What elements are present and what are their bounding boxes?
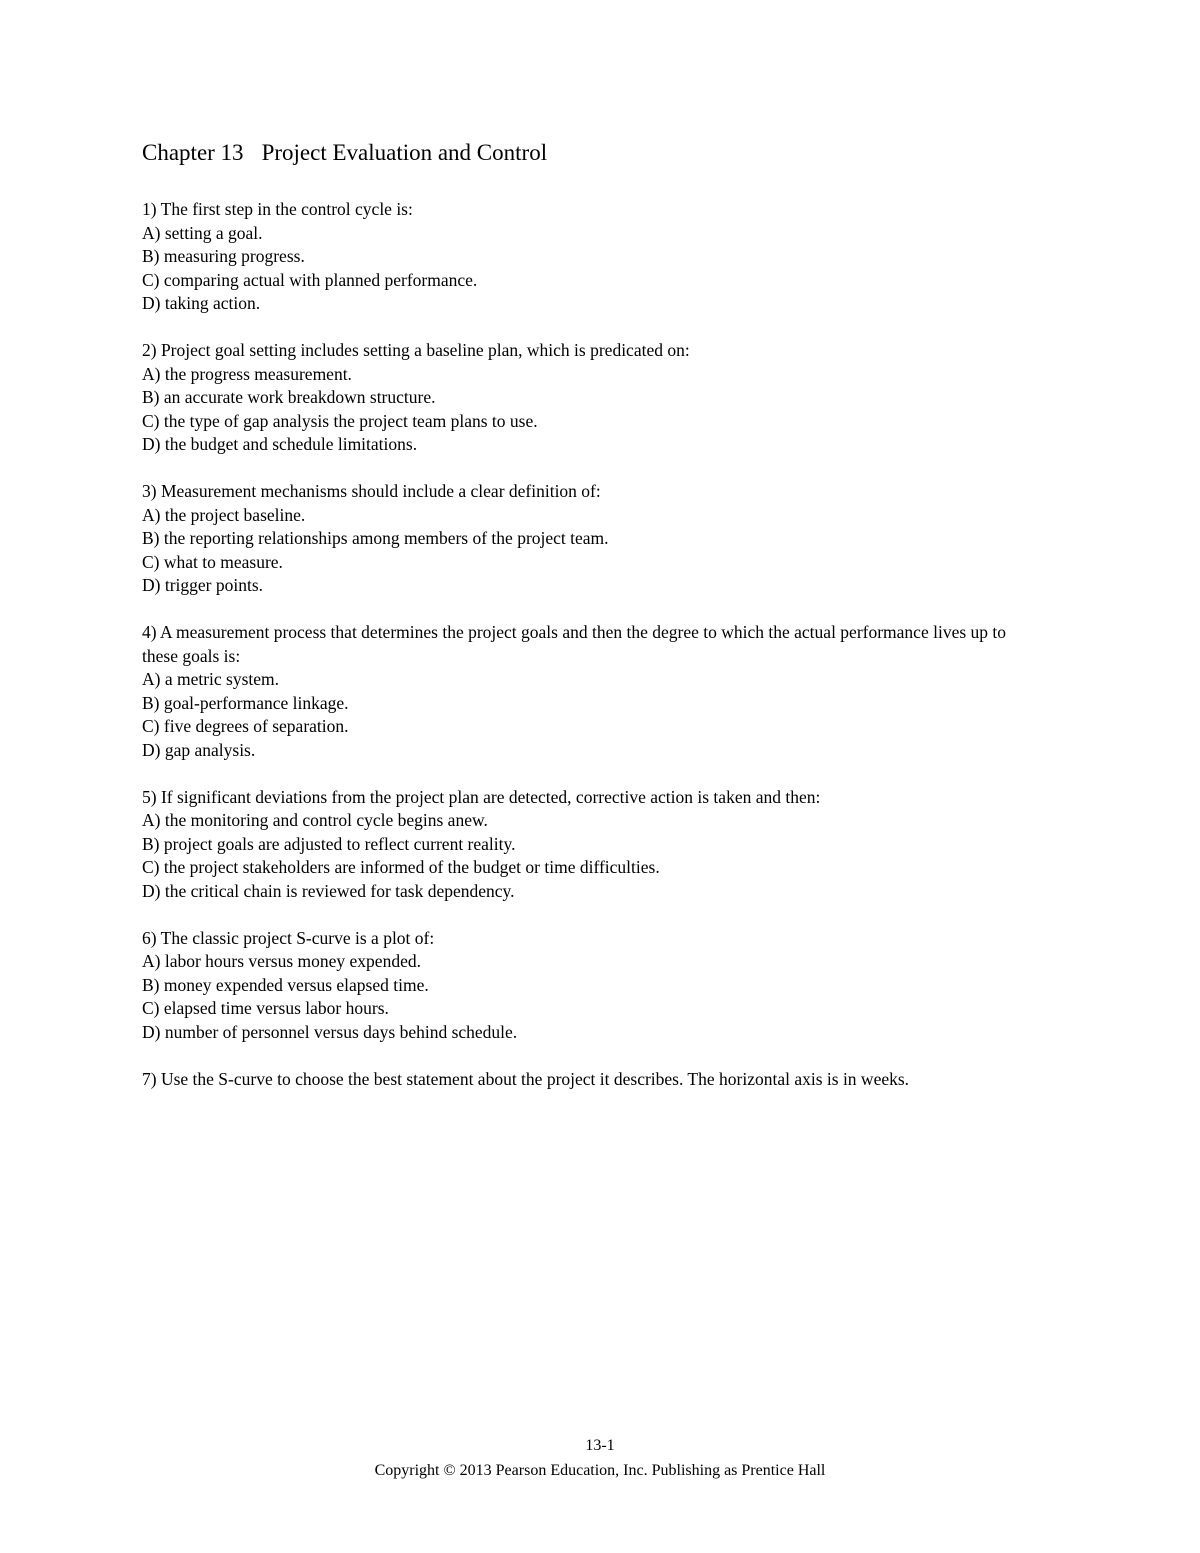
question-6 — [142, 927, 1042, 1045]
answer-option-d: D) number of personnel versus days behind schedule. — [142, 1021, 518, 1042]
answer-option-c: C) the project stakeholders are informed of the budget or time difficulties. — [142, 857, 660, 877]
answer-option-c: C) elapsed time versus labor hours. — [142, 998, 389, 1018]
question-stem: 6) The classic project S-curve is a plot of: — [142, 927, 435, 948]
question-stem: 3) Measurement mechanisms should include a clear definition of: — [142, 481, 601, 501]
answer-option-a: A) a metric system. — [142, 669, 280, 689]
chapter-title: Project Evaluation and Control — [261, 140, 548, 165]
answer-option-d: D) the budget and schedule limitations. — [142, 434, 418, 454]
answer-option-c: C) what to measure. — [142, 551, 283, 572]
answer-option-a: A) labor hours versus money expended. — [142, 951, 421, 971]
question-stem: 5) If significant deviations from the project plan are detected, corrective action is taken and then: — [142, 786, 821, 807]
answer-option-a: A) the progress measurement. — [142, 363, 352, 384]
page-number: 13-1 — [585, 1437, 615, 1454]
answer-option-a: A) setting a goal. — [142, 222, 263, 243]
answer-option-b: B) the reporting relationships among members of the project team. — [142, 528, 609, 548]
question-2 — [142, 339, 1042, 457]
answer-option-d: D) gap analysis. — [142, 739, 256, 760]
question-5 — [142, 786, 1042, 904]
question-1 — [142, 198, 1042, 316]
answer-option-b: B) money expended versus elapsed time. — [142, 974, 429, 995]
answer-option-d: D) trigger points. — [142, 575, 264, 595]
question-stem: 4) A measurement process that determines the project goals and then the degree to which the actual performance lives up to these goals is: — [142, 622, 1007, 666]
answer-option-a: A) the monitoring and control cycle begins anew. — [142, 810, 488, 830]
chapter-number: Chapter 13 — [142, 140, 244, 165]
question-3 — [142, 480, 1042, 598]
question-7 — [142, 1068, 1042, 1092]
answer-option-d: D) the critical chain is reviewed for task dependency. — [142, 880, 515, 901]
answer-option-b: B) measuring progress. — [142, 246, 305, 266]
answer-option-c: C) the type of gap analysis the project team plans to use. — [142, 410, 538, 431]
copyright-notice: Copyright © 2013 Pearson Education, Inc. Publishing as Prentice Hall — [374, 1462, 826, 1479]
question-stem: 1) The first step in the control cycle is: — [142, 199, 413, 219]
answer-option-c: C) comparing actual with planned performance. — [142, 269, 478, 290]
answer-option-c: C) five degrees of separation. — [142, 716, 349, 736]
answer-option-d: D) taking action. — [142, 293, 261, 313]
question-stem: 7) Use the S-curve to choose the best statement about the project it describes. The horizontal axis is in weeks. — [142, 1068, 910, 1089]
question-list — [142, 198, 1042, 1115]
question-4 — [142, 621, 1042, 762]
answer-option-b: B) project goals are adjusted to reflect current reality. — [142, 833, 516, 854]
answer-option-b: B) goal-performance linkage. — [142, 692, 349, 713]
chapter-heading — [142, 140, 547, 166]
question-stem: 2) Project goal setting includes setting a baseline plan, which is predicated on: — [142, 340, 690, 360]
answer-option-b: B) an accurate work breakdown structure. — [142, 387, 436, 407]
answer-option-a: A) the project baseline. — [142, 504, 306, 525]
